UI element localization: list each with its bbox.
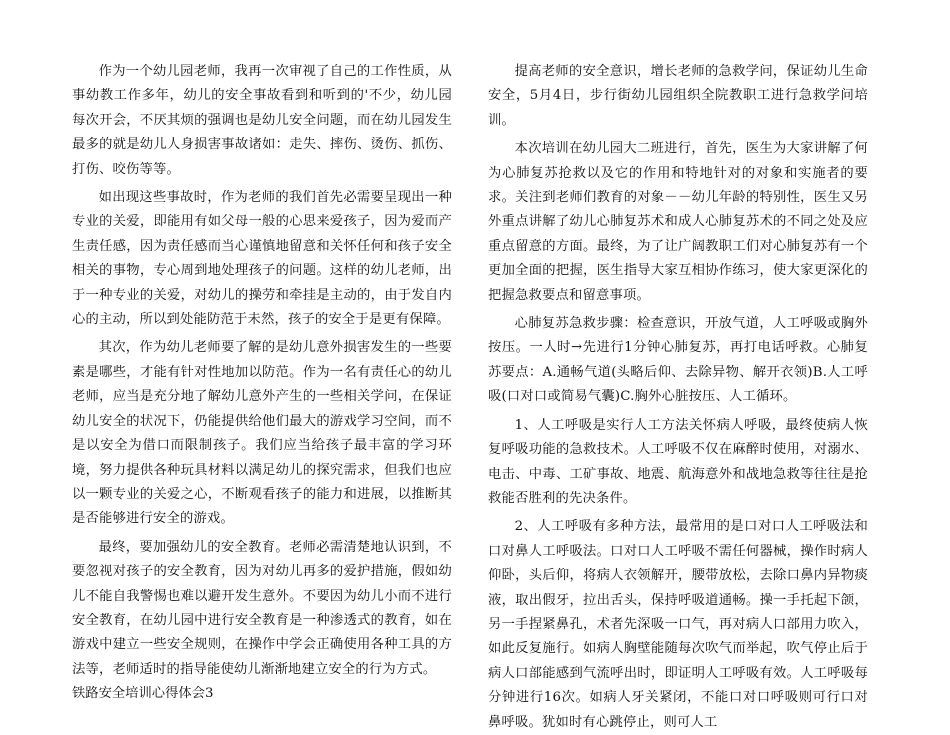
paragraph: 作为一个幼儿园老师，我再一次审视了自己的工作性质，从事幼教工作多年，幼儿的安全事故看到和听到的'不少，幼儿园每次开会，不厌其烦的强调也是幼儿安全问题，而在幼儿园发生最多的就是幼儿人身损害事故诸如：走失、摔伤、烫伤、抓伤、打伤、咬伤等等。 xyxy=(72,64,452,177)
paragraph: 心肺复苏急救步骤：检查意识，开放气道，人工呼吸或胸外按压。一人时→先进行1分钟心肺复苏，再打电话呼救。心肺复苏要点：A.通畅气道(头略后仰、去除异物、解开衣领)B.人工呼吸(口对口或简易气囊)C.胸外心脏按压、人工循环。 xyxy=(488,316,868,405)
paragraph: 本次培训在幼儿园大二班进行，首先，医生为大家讲解了何为心肺复苏抢救以及它的作用和特地针对的对象和实施者的要求。关注到老师们教育的对象－－幼儿年龄的特别性，医生又另外重点讲解了幼儿心肺复苏术和成人心肺复苏术的不同之处及应重点留意的方面。最终，为了让广阔教职工们对心肺复苏有一个更加全面的把握，医生指导大家互相协作练习，使大家更深化的把握急救要点和留意事项。 xyxy=(488,141,868,303)
left-column xyxy=(72,60,452,707)
paragraph: 2、人工呼吸有多种方法，最常用的是口对口人工呼吸法和口对鼻人工呼吸法。口对口人工呼吸不需任何器械，操作时病人仰卧，头后仰，将病人衣领解开，腰带放松，去除口鼻内异物痰液，取出假牙，拉出舌头，保持呼吸道通畅。操一手托起下颌，另一手捏紧鼻孔，术者先深吸一口气，再对病人口部用力吹入，如此反复施行。如病人胸壁能随每次吹气而举起，吹气停止后于病人口部能感到气流呼出时，即证明人工呼吸有效。人工呼吸每分钟进行16次。如病人牙关紧闭，不能口对口呼吸则可行口对鼻呼吸。犹如时有心跳停止，则可人工 xyxy=(488,519,868,730)
section-heading: 铁路安全培训心得体会3 xyxy=(72,686,214,702)
paragraph: 最终，要加强幼儿的安全教育。老师必需清楚地认识到，不要忽视对孩子的安全教育，因为对幼儿再多的爱护措施，假如幼儿不能自我警惕也难以避开发生意外。不要因为幼儿小而不进行安全教育，在幼儿园中进行安全教育是一种渗透式的教育，如在游戏中建立一些安全规则，在操作中学会正确使用各种工具的方法等，老师适时的指导能使幼儿渐渐地建立安全的行为方式。 xyxy=(72,539,452,677)
right-column xyxy=(488,60,868,735)
paragraph: 其次，作为幼儿老师要了解的是幼儿意外损害发生的一些要素是哪些，才能有针对性地加以防范。作为一名有责任心的幼儿老师，应当是充分地了解幼儿意外产生的一些相关学问，在保证幼儿安全的状况下，仍能提供给他们最大的游戏学习空间，而不是以安全为借口而限制孩子。我们应当给孩子最丰富的学习环境，努力提供各种玩具材料以满足幼儿的探究需求，但我们也应以一颗专业的关爱之心，不断观看孩子的能力和进展，以推断其是否能够进行安全的游戏。 xyxy=(72,340,452,527)
paragraph: 如出现这些事故时，作为老师的我们首先必需要呈现出一种专业的关爱，即能用有如父母一般的心思来爱孩子，因为爱而产生责任感，因为责任感而当心谨慎地留意和关怀任何和孩子安全相关的事物，专心周到地处理孩子的问题。这样的幼儿老师，出于一种专业的关爱，对幼儿的操劳和牵挂是主动的，由于发自内心的主动，所以到处能防范于未然，孩子的安全于是更有保障。 xyxy=(72,190,452,328)
paragraph: 提高老师的安全意识，增长老师的急救学问，保证幼儿生命安全，5月4日，步行街幼儿园组织全院教职工进行急救学问培训。 xyxy=(488,64,868,128)
paragraph: 1、人工呼吸是实行人工方法关怀病人呼吸，最终使病人恢复呼吸功能的急救技术。人工呼吸不仅在麻醉时使用，对溺水、电击、中毒、工矿事故、地震、航海意外和战地急救等往往是抢救能否胜利的先决条件。 xyxy=(488,417,868,506)
